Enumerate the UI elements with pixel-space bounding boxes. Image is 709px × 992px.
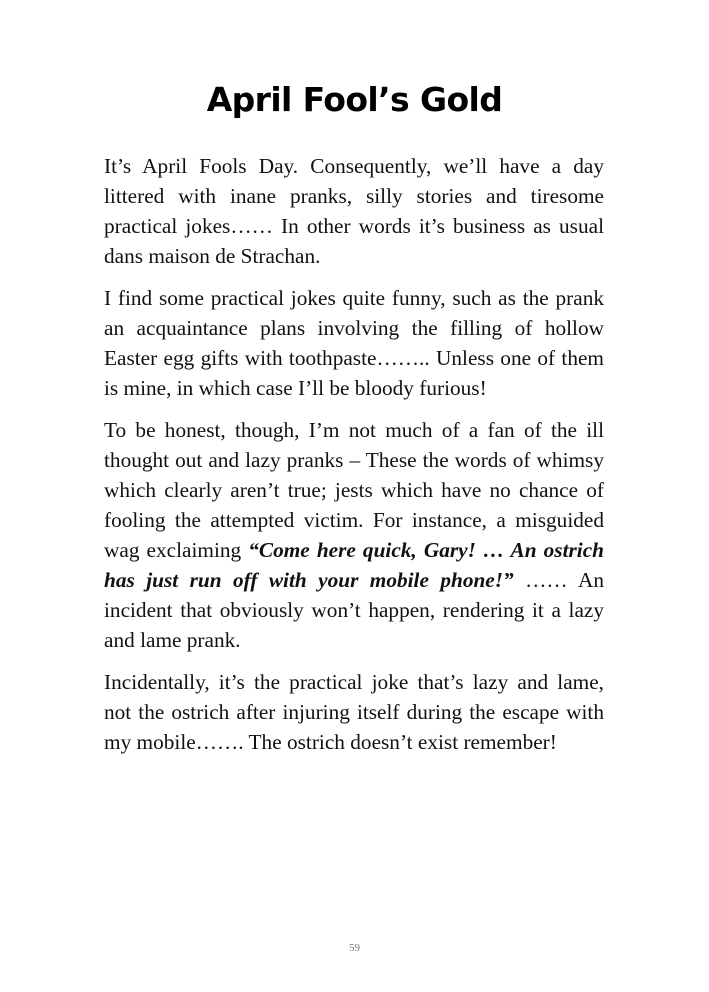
paragraph-1: It’s April Fools Day. Consequently, we’ll have a day littered with inane pranks, silly stories and tiresome practical jokes…… In other words it’s business as usual dans maison de Strachan. <box>104 154 604 268</box>
ostrich-quote: “Come here quick, Gary! … An ostrich has just run off with your mobile phone!” <box>104 538 604 592</box>
chapter-title: April Fool’s Gold <box>206 80 503 119</box>
paragraph-4: Incidentally, it’s the practical joke that’s lazy and lame, not the ostrich after injuring itself during the escape with my mobile……. The ostrich doesn’t exist remember! <box>104 670 604 754</box>
page-number: 59 <box>349 942 360 954</box>
paragraph-3-intro: To be honest, though, I’m not much of a fan of the ill thought out and lazy pranks – These the words of whimsy which clearly aren’t true; jests which have no chance of fooling the attempted victim. For instance, a misguided wag exclaiming <box>104 418 604 562</box>
paragraph-3 <box>104 415 604 655</box>
chapter-body <box>104 151 604 769</box>
paragraph-3-conclusion: …… An incident that obviously won’t happen, rendering it a lazy and lame prank. <box>104 568 604 652</box>
paragraph-2: I find some practical jokes quite funny, such as the prank an acquaintance plans involving the filling of hollow Easter egg gifts with toothpaste…….. Unless one of them is mine, in which case I’ll be bloody furious! <box>104 286 604 400</box>
